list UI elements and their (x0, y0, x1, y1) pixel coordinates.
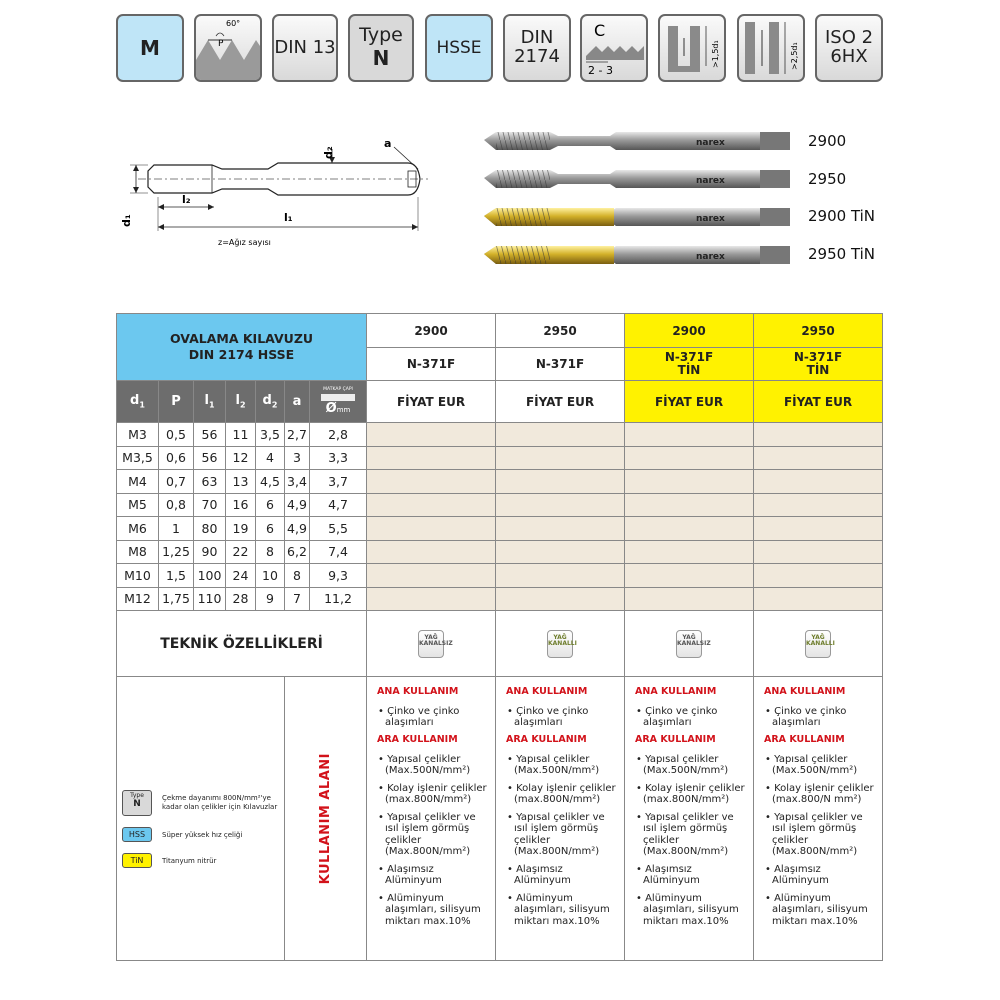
table-cell: 0,8 (159, 493, 194, 517)
oil-channel-icon: YAĞ KANALLI (547, 630, 573, 658)
col-l1: $l_1$ (194, 381, 226, 423)
table-cell: 3,4 (285, 470, 310, 494)
table-row (117, 423, 883, 447)
table-cell: 9 (256, 587, 285, 611)
price-cell (625, 470, 754, 494)
usage-item: • Çinko ve çinko alaşımları (378, 705, 460, 729)
table-cell: 110 (194, 587, 226, 611)
badge-blind-hole (658, 14, 726, 82)
usage-area-label-cell (285, 677, 367, 961)
oil-channel-icon: YAĞ KANALLI (805, 630, 831, 658)
oil-badge-4 (754, 611, 883, 677)
usage-item: • Alüminyum alaşımları, silisyum miktarı max.10% (636, 892, 739, 927)
price-cell (625, 446, 754, 470)
legend-hss-badge: HSS (122, 827, 152, 842)
badge-hsse: HSSE (425, 14, 493, 82)
legend-tin-badge: TiN (122, 853, 152, 868)
table-cell: 100 (194, 564, 226, 588)
table-cell: 10 (256, 564, 285, 588)
usage-col-2 (496, 677, 625, 961)
table-row (117, 470, 883, 494)
tool-images (480, 120, 800, 270)
legend-hss: HSS Süper yüksek hız çeliği (122, 827, 242, 842)
table-cell: 1,5 (159, 564, 194, 588)
usage-item: • Yapısal çelikler (Max.500N/mm²) (765, 753, 858, 777)
price-cell (496, 517, 625, 541)
tap-dimension-drawing (118, 135, 438, 255)
table-row (117, 446, 883, 470)
tool-2950-tin-image (484, 246, 790, 264)
price-header-3: FİYAT EUR (625, 381, 754, 423)
table-cell: 56 (194, 446, 226, 470)
blind-hole-icon (660, 16, 724, 80)
col-d1: $d_1$ (117, 381, 159, 423)
price-cell (496, 423, 625, 447)
usage-item: • Yapısal çelikler (Max.500N/mm²) (636, 753, 729, 777)
price-cell (367, 493, 496, 517)
usage-item: • Alüminyum alaşımları, silisyum miktarı max.10% (378, 892, 481, 927)
usage-item: • Alaşımsız Alüminyum (636, 863, 700, 887)
svg-text:C: C (594, 21, 606, 40)
usage-area-label: KULLANIM ALANI (318, 752, 333, 885)
badge-through-hole (737, 14, 805, 82)
price-cell (367, 446, 496, 470)
tool-2950-image (484, 170, 790, 188)
through-hole-icon (739, 16, 803, 80)
price-cell (367, 587, 496, 611)
table-cell: 6,2 (285, 540, 310, 564)
table-cell: 6 (256, 517, 285, 541)
table-cell: 6 (256, 493, 285, 517)
badge-chamfer (580, 14, 648, 82)
svg-text:narex: narex (696, 252, 725, 262)
thread-profile-icon (196, 16, 260, 80)
price-cell (754, 587, 883, 611)
svg-text:>2,5d₁: >2,5d₁ (790, 42, 799, 70)
table-cell: 1 (159, 517, 194, 541)
col-d2: $d_2$ (256, 381, 285, 423)
oil-no-channel-icon: YAĞ KANALSIZ (676, 630, 702, 658)
table-row (117, 587, 883, 611)
usage-item: • Çinko ve çinko alaşımları (507, 705, 589, 729)
product-ref-1: N-371F (367, 348, 496, 381)
table-cell: 3 (285, 446, 310, 470)
price-cell (367, 517, 496, 541)
table-cell: 7,4 (310, 540, 367, 564)
table-cell: 3,7 (310, 470, 367, 494)
usage-item: • Alaşımsız Alüminyum (378, 863, 442, 887)
price-cell (625, 587, 754, 611)
table-row (117, 564, 883, 588)
price-cell (496, 540, 625, 564)
badge-din13: DIN 13 (272, 14, 338, 82)
price-cell (367, 540, 496, 564)
tool-label-2900-tin: 2900 TiN (808, 207, 876, 225)
usage-col-3 (625, 677, 754, 961)
usage-item: • Yapısal çelikler ve ısıl işlem görmüş çelikler (Max.800N/mm²) (636, 811, 734, 858)
legend-type-n: Type N Çekme dayanımı 800N/mm²'ye kadar olan çelikler için Kılavuzlar (122, 790, 292, 816)
table-cell: 19 (226, 517, 256, 541)
price-cell (496, 587, 625, 611)
table-cell: 9,3 (310, 564, 367, 588)
usage-item: • Kolay işlenir çelikler (max.800N/mm²) (378, 782, 487, 806)
col-p: P (159, 381, 194, 423)
col-a: a (285, 381, 310, 423)
price-cell (367, 423, 496, 447)
table-cell: 11,2 (310, 587, 367, 611)
price-cell (496, 493, 625, 517)
price-cell (754, 564, 883, 588)
table-title: OVALAMA KILAVUZU DIN 2174 HSSE (117, 314, 367, 381)
table-cell: M3 (117, 423, 159, 447)
price-cell (625, 540, 754, 564)
table-cell: M10 (117, 564, 159, 588)
badge-thread-profile (194, 14, 262, 82)
product-code-1: 2900 (367, 314, 496, 348)
usage-item: • Kolay işlenir çelikler (max.800N/mm²) (636, 782, 745, 806)
usage-item: • Çinko ve çinko alaşımları (765, 705, 847, 729)
oil-no-channel-icon: YAĞ KANALSIZ (418, 630, 444, 658)
table-cell: M8 (117, 540, 159, 564)
table-cell: 0,7 (159, 470, 194, 494)
price-cell (754, 517, 883, 541)
price-header-1: FİYAT EUR (367, 381, 496, 423)
price-cell (496, 564, 625, 588)
price-cell (754, 493, 883, 517)
price-cell (367, 470, 496, 494)
usage-item: • Yapısal çelikler ve ısıl işlem görmüş çelikler (Max.800N/mm²) (765, 811, 863, 858)
table-cell: 56 (194, 423, 226, 447)
legend-cell (117, 677, 285, 961)
table-cell: 8 (256, 540, 285, 564)
tool-label-2950: 2950 (808, 170, 847, 188)
table-cell: 1,75 (159, 587, 194, 611)
usage-item: • Alaşımsız Alüminyum (765, 863, 829, 887)
usage-item: • Alaşımsız Alüminyum (507, 863, 571, 887)
secondary-usage-heading: ARA KULLANIM (635, 733, 716, 745)
svg-text:l₁: l₁ (284, 211, 293, 224)
table-cell: 7 (285, 587, 310, 611)
legend-tin: TiN Titanyum nitrür (122, 853, 216, 868)
price-cell (496, 446, 625, 470)
table-cell: M12 (117, 587, 159, 611)
svg-text:>1,5d₁: >1,5d₁ (711, 40, 720, 68)
oil-badge-3 (625, 611, 754, 677)
table-cell: M5 (117, 493, 159, 517)
price-cell (754, 540, 883, 564)
table-cell: M6 (117, 517, 159, 541)
col-l2: $l_2$ (226, 381, 256, 423)
table-cell: 24 (226, 564, 256, 588)
table-cell: 4 (256, 446, 285, 470)
badge-type-n: Type N (348, 14, 414, 82)
badge-din2174: DIN 2174 (503, 14, 571, 82)
chamfer-icon (582, 16, 646, 80)
col-drill-diameter: MATKAP ÇAPI Ømm (310, 381, 367, 423)
table-cell: 4,9 (285, 517, 310, 541)
oil-badge-1 (367, 611, 496, 677)
price-cell (625, 493, 754, 517)
product-ref-2: N-371F (496, 348, 625, 381)
svg-text:narex: narex (696, 214, 725, 224)
svg-text:d₁: d₁ (120, 214, 133, 227)
svg-text:z=Ağız sayısı: z=Ağız sayısı (218, 238, 271, 247)
table-cell: 1,25 (159, 540, 194, 564)
legend-type-n-badge: Type N (122, 790, 152, 816)
svg-text:2 - 3: 2 - 3 (588, 64, 613, 77)
product-code-3: 2900 (625, 314, 754, 348)
table-cell: 80 (194, 517, 226, 541)
badge-iso: ISO 2 6HX (815, 14, 883, 82)
table-cell: 0,5 (159, 423, 194, 447)
main-usage-heading: ANA KULLANIM (506, 686, 588, 697)
price-cell (625, 423, 754, 447)
svg-text:narex: narex (696, 138, 725, 148)
usage-item: • Yapısal çelikler ve ısıl işlem görmüş çelikler (Max.800N/mm²) (507, 811, 605, 858)
price-cell (367, 564, 496, 588)
svg-text:a: a (384, 137, 392, 150)
main-usage-heading: ANA KULLANIM (764, 686, 846, 697)
table-cell: 2,7 (285, 423, 310, 447)
price-cell (625, 564, 754, 588)
table-cell: 3,3 (310, 446, 367, 470)
table-row (117, 517, 883, 541)
main-usage-heading: ANA KULLANIM (635, 686, 717, 697)
usage-col-1 (367, 677, 496, 961)
table-cell: 63 (194, 470, 226, 494)
technical-features-label: TEKNİK ÖZELLİKLERİ (117, 611, 367, 677)
usage-item: • Yapısal çelikler ve ısıl işlem görmüş çelikler (Max.800N/mm²) (378, 811, 476, 858)
badge-metric: M (116, 14, 184, 82)
price-header-2: FİYAT EUR (496, 381, 625, 423)
svg-text:60°: 60° (226, 19, 241, 28)
svg-text:narex: narex (696, 176, 725, 186)
usage-col-4 (754, 677, 883, 961)
table-cell: 11 (226, 423, 256, 447)
product-table (116, 313, 883, 961)
table-cell: M3,5 (117, 446, 159, 470)
svg-text:P: P (218, 39, 224, 49)
table-cell: 4,7 (310, 493, 367, 517)
table-row (117, 493, 883, 517)
secondary-usage-heading: ARA KULLANIM (506, 733, 587, 745)
tool-2900-tin-image (484, 208, 790, 226)
svg-text:d₂: d₂ (322, 146, 335, 159)
tool-2900-image (484, 132, 790, 150)
table-cell: 3,5 (256, 423, 285, 447)
tool-label-2950-tin: 2950 TiN (808, 245, 876, 263)
tool-label-2900: 2900 (808, 132, 847, 150)
price-cell (754, 423, 883, 447)
secondary-usage-heading: ARA KULLANIM (764, 733, 845, 745)
product-code-4: 2950 (754, 314, 883, 348)
table-cell: 2,8 (310, 423, 367, 447)
table-cell: 90 (194, 540, 226, 564)
product-ref-3: N-371F TİN (625, 348, 754, 381)
usage-item: • Kolay işlenir çelikler (max.800N/mm²) (507, 782, 616, 806)
table-cell: 16 (226, 493, 256, 517)
secondary-usage-heading: ARA KULLANIM (377, 733, 458, 745)
table-cell: 4,5 (256, 470, 285, 494)
usage-item: • Alüminyum alaşımları, silisyum miktarı max.10% (507, 892, 610, 927)
table-cell: 28 (226, 587, 256, 611)
table-cell: 70 (194, 493, 226, 517)
price-cell (754, 446, 883, 470)
price-cell (496, 470, 625, 494)
svg-text:l₂: l₂ (182, 193, 191, 206)
price-cell (754, 470, 883, 494)
product-code-2: 2950 (496, 314, 625, 348)
table-cell: 22 (226, 540, 256, 564)
usage-item: • Alüminyum alaşımları, silisyum miktarı max.10% (765, 892, 868, 927)
price-cell (625, 517, 754, 541)
table-cell: M4 (117, 470, 159, 494)
usage-item: • Yapısal çelikler (Max.500N/mm²) (378, 753, 471, 777)
price-header-4: FİYAT EUR (754, 381, 883, 423)
table-cell: 8 (285, 564, 310, 588)
main-usage-heading: ANA KULLANIM (377, 686, 459, 697)
table-cell: 0,6 (159, 446, 194, 470)
table-row (117, 540, 883, 564)
table-cell: 4,9 (285, 493, 310, 517)
table-cell: 13 (226, 470, 256, 494)
table-cell: 5,5 (310, 517, 367, 541)
oil-badge-2 (496, 611, 625, 677)
usage-item: • Kolay işlenir çelikler (max.800/N mm²) (765, 782, 874, 806)
usage-item: • Çinko ve çinko alaşımları (636, 705, 718, 729)
table-cell: 12 (226, 446, 256, 470)
drill-icon (321, 394, 355, 401)
usage-item: • Yapısal çelikler (Max.500N/mm²) (507, 753, 600, 777)
product-ref-4: N-371F TİN (754, 348, 883, 381)
